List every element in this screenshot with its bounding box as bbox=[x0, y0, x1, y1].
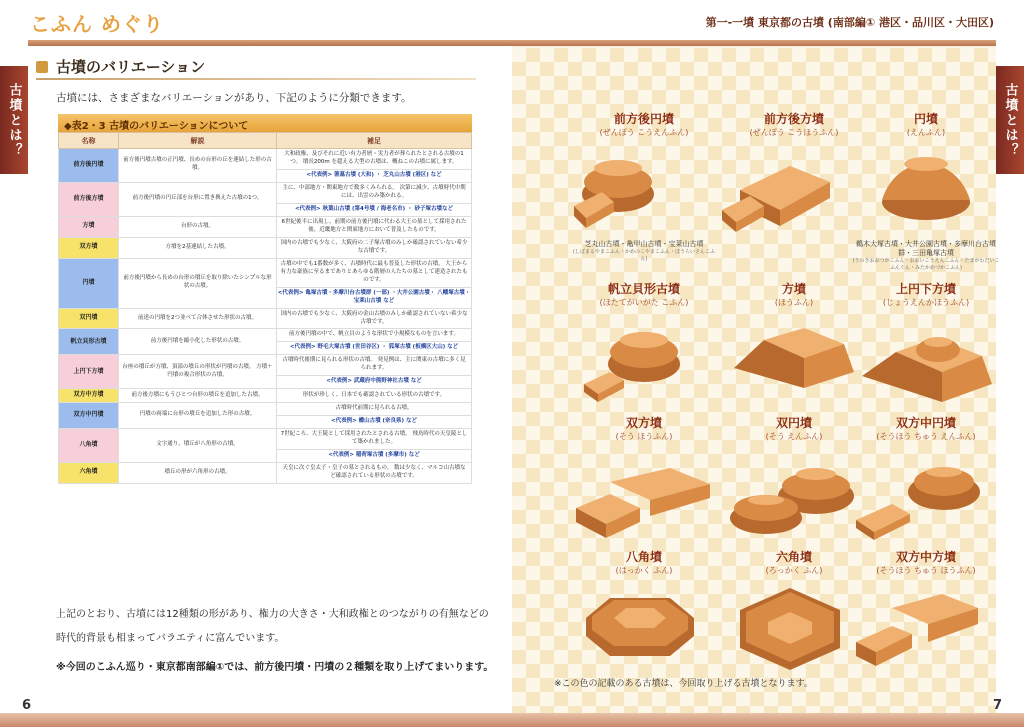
kofun-reading: (ろっかく ふん) bbox=[765, 566, 823, 575]
kofun-title: 双方中円墳 bbox=[895, 416, 956, 430]
kofun-name: 双円墳 bbox=[59, 308, 119, 329]
table-row bbox=[59, 355, 472, 389]
kofun-reading: (えんふん) bbox=[906, 128, 946, 137]
note-main: 前方後円墳の中で、帆立貝のような形状で小規模なものを言います。 bbox=[289, 331, 459, 338]
note-main: 天皇に次ぐ皇太子・皇子の墓とされるもの。 数は少なく、マルコ山古墳など確認されている形状の古墳です。 bbox=[282, 464, 466, 479]
table-row bbox=[59, 403, 472, 429]
footer-text-1: 上記のとおり、古墳には12種類の形があり、権力の大きさ・大和政権とのつながりの有無などの bbox=[56, 609, 489, 620]
kofun-card bbox=[852, 548, 1000, 678]
kofun-mound-illustration bbox=[720, 578, 868, 678]
section-title: 古墳のバリエーション bbox=[36, 56, 205, 77]
kofun-mound-illustration bbox=[720, 310, 868, 410]
table-row bbox=[59, 462, 472, 483]
kofun-note bbox=[277, 149, 472, 183]
note-main: 大和政権、及びそれに近い有力者層・実力者が葬られたとされる古墳の1つ。 墳長200m を超える大型の古墳は、概ねこの古墳に属します。 bbox=[284, 151, 464, 165]
kofun-title: 上円下方墳 bbox=[895, 282, 956, 296]
kofun-card bbox=[570, 548, 718, 678]
note-main: 主に、中部地方・関東地方で数多くみられる。 次第に減少、古墳時代中期には、出雲のみ築かれる。 bbox=[282, 184, 466, 199]
table-header: 解説 bbox=[119, 133, 277, 149]
page-number: 7 bbox=[992, 698, 1002, 713]
kofun-note bbox=[277, 216, 472, 237]
kofun-mound-illustration bbox=[852, 444, 1000, 544]
note-example: <代表例> 武蔵府中熊野神社古墳 など bbox=[277, 375, 471, 386]
kofun-mound-illustration bbox=[570, 140, 718, 240]
kofun-title: 六角墳 bbox=[775, 550, 812, 564]
kofun-card bbox=[852, 280, 1000, 410]
kofun-mound-illustration bbox=[570, 310, 718, 410]
kofun-reading: (そう ほうふん) bbox=[615, 432, 673, 441]
kofun-mound-illustration bbox=[852, 578, 1000, 678]
kofun-card bbox=[570, 280, 718, 410]
kofun-card bbox=[720, 280, 868, 410]
kofun-title: 双方中方墳 bbox=[895, 550, 956, 564]
note-main: 国内の古墳でも少なく、大阪府の二子塚古墳のみしか確認されていない希少な古墳です。 bbox=[280, 239, 468, 254]
kofun-card bbox=[720, 414, 868, 544]
kofun-reading: (じょうえんかほうふん) bbox=[882, 298, 970, 307]
kofun-note bbox=[277, 258, 472, 308]
variation-table bbox=[58, 132, 472, 484]
right-page bbox=[512, 0, 1024, 727]
note-main: 7世紀ころ、大王陵として採用されたとされる古墳。 飛鳥時代の天皇陵として築かれました。 bbox=[280, 430, 468, 445]
kofun-name: 双方墳 bbox=[59, 237, 119, 258]
kofun-card bbox=[852, 110, 1000, 271]
footer-text-2: 時代的背景も相まってバラエティに富んでいます。 bbox=[56, 633, 285, 644]
chapter-header: 第一-一墳 東京都の古墳 (南部編① 港区・品川区・大田区) bbox=[705, 16, 994, 29]
bottom-stripe bbox=[512, 713, 1024, 727]
kofun-examples: 鵜木大塚古墳・大井公園古墳・多摩川台古墳群・三田亀塚古墳 bbox=[856, 240, 996, 258]
kofun-description: 前方後円墳から長めの台形の墳丘を取り除いたシンプルな形状の古墳。 bbox=[119, 258, 277, 308]
note-main: 古墳時代前期に見られる古墳。 bbox=[335, 405, 413, 411]
table-row bbox=[59, 428, 472, 462]
kofun-description: 前述の円墳を2つ並べて合体させた形状の古墳。 bbox=[119, 308, 277, 329]
page-number: 6 bbox=[22, 698, 32, 713]
kofun-name: 前方後方墳 bbox=[59, 182, 119, 216]
table-header: 補足 bbox=[277, 133, 472, 149]
side-tab[interactable]: 古墳とは？ bbox=[0, 66, 28, 174]
kofun-name: 双方中円墳 bbox=[59, 403, 119, 429]
kofun-mound-illustration bbox=[852, 310, 1000, 410]
kofun-name: 六角墳 bbox=[59, 462, 119, 483]
kofun-mound-illustration bbox=[570, 578, 718, 678]
kofun-name: 帆立貝形古墳 bbox=[59, 329, 119, 355]
kofun-reading: (ほたてがいがた こふん) bbox=[599, 298, 689, 307]
table-row bbox=[59, 389, 472, 403]
side-tab[interactable]: 古墳とは？ bbox=[996, 66, 1024, 174]
kofun-description: 前方後方墳にもうひとつ台形の墳丘を追加した古墳。 bbox=[119, 389, 277, 403]
kofun-title: 方墳 bbox=[781, 282, 806, 296]
note-main: 古墳時代後期に見られる形状の古墳。 発見例は、主に関東の古墳に多く見られます。 bbox=[282, 357, 466, 372]
table-header: 名称 bbox=[59, 133, 119, 149]
table-row bbox=[59, 237, 472, 258]
kofun-card bbox=[720, 110, 868, 240]
kofun-reading: (そう えんふん) bbox=[765, 432, 823, 441]
logo: こふん めぐり bbox=[30, 12, 164, 36]
section-marker-icon bbox=[36, 61, 48, 73]
kofun-mound-illustration bbox=[720, 140, 868, 240]
footer-note: ※今回のこふん巡り・東京都南部編①では、前方後円墳・円墳の２種類を取り上げてまいります。 bbox=[56, 662, 494, 673]
kofun-title: 八角墳 bbox=[625, 550, 662, 564]
table-row bbox=[59, 329, 472, 355]
kofun-description: 円墳の両端に台形の墳丘を追加した形の古墳。 bbox=[119, 403, 277, 429]
kofun-reading: (ぜんぽう こうえんふん) bbox=[599, 128, 689, 137]
kofun-reading: (はっかく ふん) bbox=[615, 566, 673, 575]
kofun-mound-illustration bbox=[852, 140, 1000, 240]
table-row bbox=[59, 149, 472, 183]
kofun-description: 台座の墳丘が方墳、頂部の墳丘の形状が円墳の古墳。 方墳＋円墳の複合形状の古墳。 bbox=[119, 355, 277, 389]
bottom-stripe bbox=[0, 713, 512, 727]
kofun-note bbox=[277, 389, 472, 403]
kofun-examples: 芝丸山古墳・亀甲山古墳・宝莱山古墳 bbox=[584, 240, 704, 248]
kofun-description: 文字通り、墳丘が八角形の古墳。 bbox=[119, 428, 277, 462]
kofun-description: 墳丘の形が六角形の古墳。 bbox=[119, 462, 277, 483]
kofun-card bbox=[852, 414, 1000, 544]
kofun-card bbox=[570, 414, 718, 544]
kofun-reading: (そうほう ちゅう ほうふん) bbox=[876, 566, 976, 575]
kofun-title: 円墳 bbox=[913, 112, 938, 126]
kofun-card bbox=[570, 110, 718, 262]
kofun-reading: (そうほう ちゅう えんふん) bbox=[876, 432, 976, 441]
kofun-note bbox=[277, 308, 472, 329]
note-main: 6世紀後半に出現し、前期の前方後円墳に代わる大王の墓として採用された後、近畿地方と関東地方において普及したものです。 bbox=[281, 218, 467, 233]
note-example: <代表例> 櫛山古墳 (奈良県) など bbox=[277, 415, 471, 426]
kofun-name: 八角墳 bbox=[59, 428, 119, 462]
kofun-mound-illustration bbox=[720, 444, 868, 544]
kofun-reading: (ぜんぽう こうほうふん) bbox=[749, 128, 839, 137]
kofun-name: 円墳 bbox=[59, 258, 119, 308]
note-example: <代表例> 秋葉山古墳 (第4号墳 / 海老名市) ・ 砂子塚古墳など bbox=[277, 203, 471, 214]
note-example: <代表例> 野毛大塚古墳 (世田谷区) ・ 狐塚古墳 (板橋区大山) など bbox=[277, 341, 471, 352]
table-row bbox=[59, 182, 472, 216]
kofun-note bbox=[277, 182, 472, 216]
kofun-description: 台形の古墳。 bbox=[119, 216, 277, 237]
kofun-note bbox=[277, 403, 472, 429]
kofun-note bbox=[277, 462, 472, 483]
kofun-examples-reading: (うのきおおつかこふん・おおいこうえんこふん・たまがわだいこふんぐん・みたかめづかこふん) bbox=[852, 258, 1000, 271]
kofun-title: 双方墳 bbox=[625, 416, 662, 430]
table-title: ◆表2・3 古墳のバリエーションについて bbox=[58, 114, 472, 132]
kofun-description: 方墳を2基連結した古墳。 bbox=[119, 237, 277, 258]
kofun-title: 前方後円墳 bbox=[613, 112, 674, 126]
note-example: <代表例> 亀塚古墳・多摩川台古墳群 (一部) ・大井公園古墳・ 八幡塚古墳・宝莱山古墳 など bbox=[277, 287, 471, 306]
kofun-name: 方墳 bbox=[59, 216, 119, 237]
top-stripe bbox=[512, 40, 1024, 46]
kofun-reading: (ほうふん) bbox=[774, 298, 814, 307]
kofun-description: 前方後円墳の円丘部を台形に置き換えた古墳の1つ。 bbox=[119, 182, 277, 216]
kofun-note bbox=[277, 355, 472, 389]
kofun-name: 双方中方墳 bbox=[59, 389, 119, 403]
note-main: 古墳の中でも1番数が多く、古墳時代に最も普及した形状の古墳。 大王から有力な豪族に至るまでありとあらゆる階層の人たちの墓として建造されたものです。 bbox=[280, 260, 468, 283]
top-stripe bbox=[0, 40, 512, 46]
table-row bbox=[59, 258, 472, 308]
note-main: 国内の古墳でも少なく、大阪府の金山古墳のみしか確認されていない希少な古墳です。 bbox=[280, 310, 468, 325]
note-example: <代表例> 箸墓古墳 (大和) ・ 芝丸山古墳 (港区) など bbox=[277, 169, 471, 180]
kofun-note bbox=[277, 237, 472, 258]
kofun-title: 双円墳 bbox=[775, 416, 812, 430]
kofun-title: 帆立貝形古墳 bbox=[607, 282, 680, 296]
intro-text: 古墳には、さまざまなバリエーションがあり、下記のように分類できます。 bbox=[56, 92, 412, 104]
kofun-examples-reading: (しばまるやまこふん・かめのこやまこふん・ほうらいさんこふん) bbox=[573, 249, 715, 262]
kofun-description: 前方後円墳古墳の正円墳、長めの台形の丘を連結した形の古墳。 bbox=[119, 149, 277, 183]
kofun-name: 前方後円墳 bbox=[59, 149, 119, 183]
kofun-note bbox=[277, 428, 472, 462]
note-example: <代表例> 稲荷塚古墳 (多摩市) など bbox=[277, 449, 471, 460]
kofun-note bbox=[277, 329, 472, 355]
kofun-description: 前方後円墳を縮小化した形状の古墳。 bbox=[119, 329, 277, 355]
kofun-card bbox=[720, 548, 868, 678]
note-text: ※この色の記載のある古墳は、今回取り上げる古墳となります。 bbox=[554, 679, 813, 689]
kofun-title: 前方後方墳 bbox=[763, 112, 824, 126]
note-main: 形状が珍しく、日本でも確認されている形状の古墳です。 bbox=[302, 391, 446, 398]
kofun-name: 上円下方墳 bbox=[59, 355, 119, 389]
kofun-mound-illustration bbox=[570, 444, 718, 544]
table-row bbox=[59, 308, 472, 329]
table-row bbox=[59, 216, 472, 237]
